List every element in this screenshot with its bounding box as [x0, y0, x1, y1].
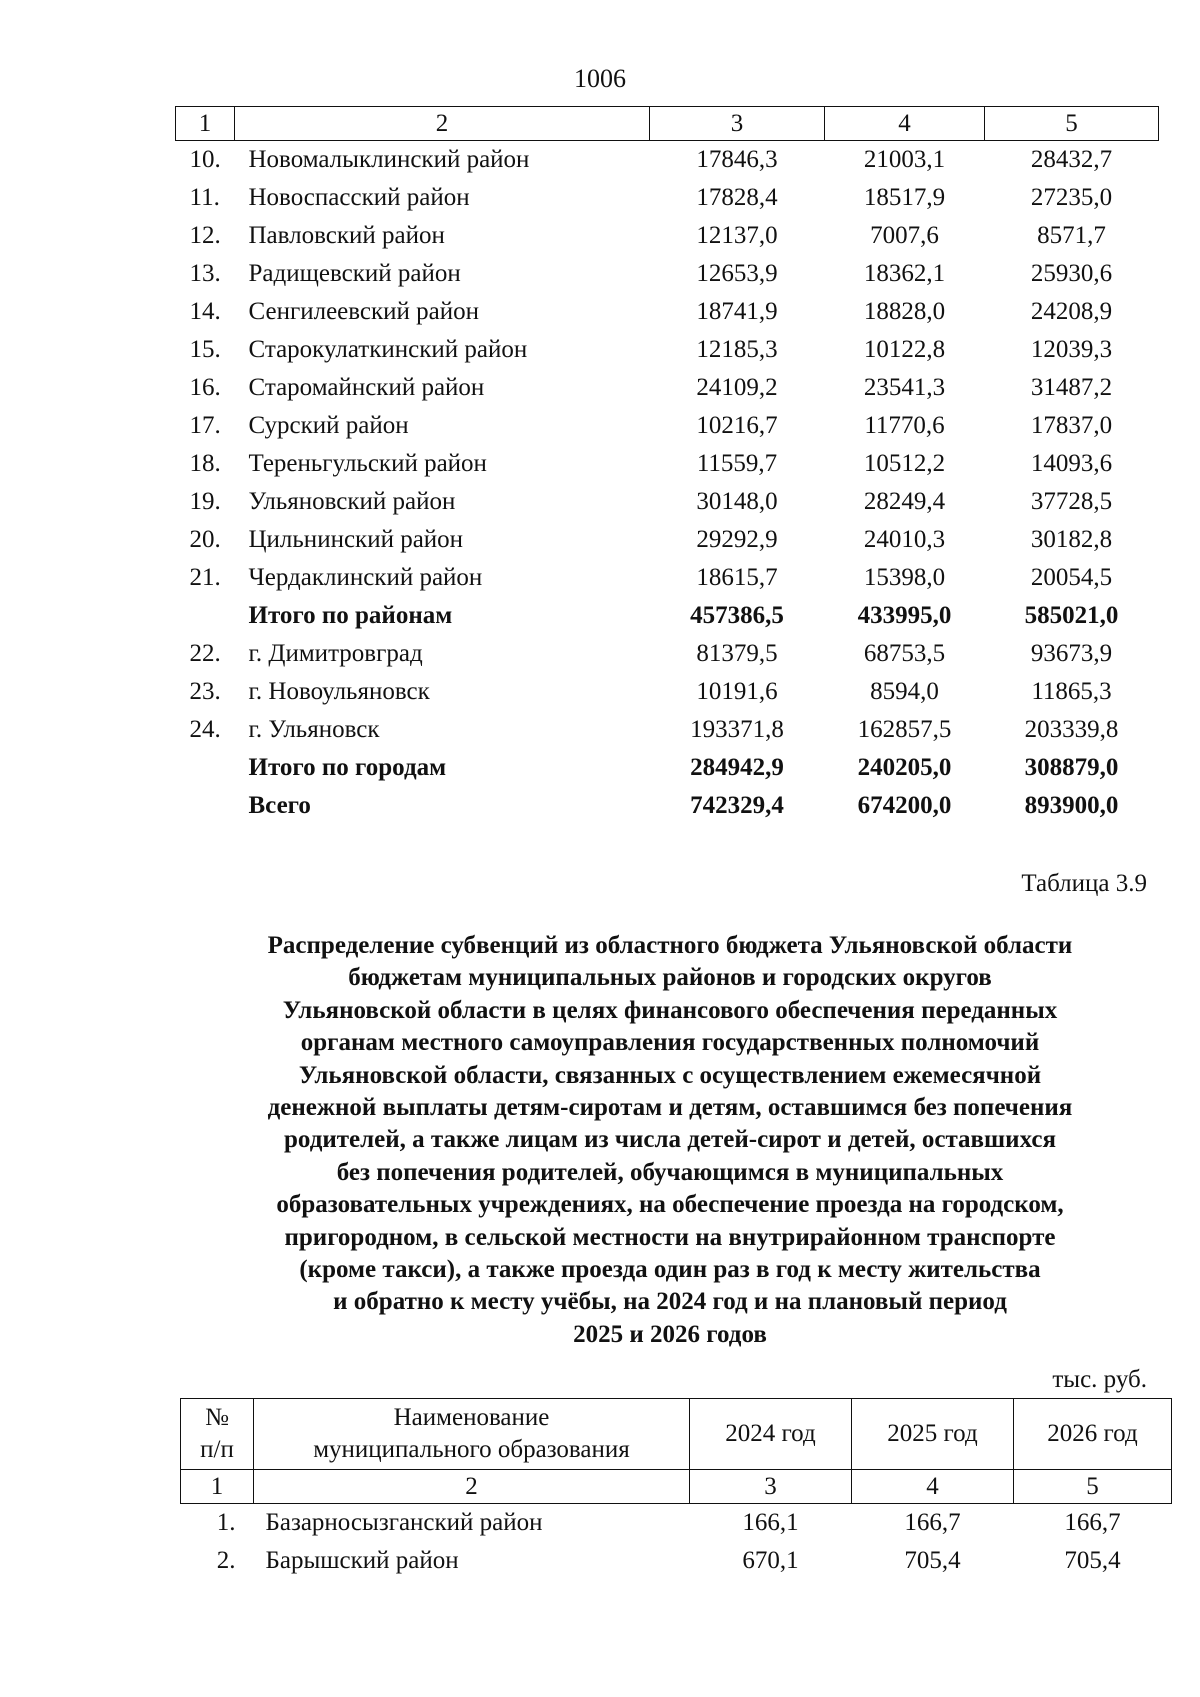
row-number: 13.: [189, 260, 221, 287]
title-line: денежной выплаты детям-сиротам и детям, оставшимся без попечения: [267, 1094, 1073, 1122]
row-value-col4: 23541,3: [863, 374, 946, 401]
row-value-col4: 15398,0: [863, 564, 946, 591]
row-value-col4: 433995,0: [857, 602, 952, 629]
row-number: 16.: [189, 374, 221, 401]
title-line: органам местного самоуправления государственных полномочий: [300, 1029, 1040, 1057]
column-index-3: 3: [650, 107, 825, 141]
row-value-col3: 81379,5: [696, 640, 778, 667]
row-value-col5: 37728,5: [1030, 488, 1113, 515]
title-line: Ульяновской области в целях финансового обеспечения переданных: [282, 996, 1058, 1024]
table-total-row: [176, 749, 1159, 787]
row-name: Сурский район: [248, 412, 409, 439]
row-value-2024: 670,1: [742, 1547, 799, 1574]
table-row: [176, 179, 1159, 217]
header-name-line1: Наименование: [393, 1404, 550, 1431]
row-number: 2.: [216, 1547, 236, 1574]
row-name: Старокулаткинский район: [248, 336, 528, 363]
row-name: г. Димитровград: [248, 640, 423, 667]
row-value-col5: 8571,7: [1037, 222, 1106, 249]
page-number: 1006: [574, 64, 626, 93]
row-value-col5: 20054,5: [1030, 564, 1113, 591]
row-name: г. Ульяновск: [248, 716, 380, 743]
subvention-table: [180, 1398, 1172, 1580]
table-row: [176, 217, 1159, 255]
row-value-col5: 93673,9: [1030, 640, 1113, 667]
table-row: [181, 1542, 1172, 1580]
row-name: Итого по районам: [248, 602, 453, 629]
header-number-line1: №: [205, 1404, 229, 1431]
row-value-col3: 193371,8: [690, 716, 784, 743]
row-name: Павловский район: [248, 222, 445, 249]
row-number: 11.: [189, 184, 220, 211]
row-name: Базарносызганский район: [265, 1509, 543, 1536]
row-value-col3: 30148,0: [696, 488, 778, 515]
row-name: Новомалыклинский район: [248, 146, 530, 173]
title-line: родителей, а также лицам из числа детей-сирот и детей, оставшихся: [284, 1126, 1056, 1154]
row-number: 23.: [189, 678, 221, 705]
row-number: 12.: [189, 222, 221, 249]
table-row: [176, 673, 1159, 711]
row-name: Цильнинский район: [248, 526, 464, 553]
header-2024: 2024 год: [690, 1399, 852, 1470]
row-value-col4: 24010,3: [863, 526, 946, 553]
row-number: 22.: [189, 640, 221, 667]
row-name: Барышский район: [265, 1547, 459, 1574]
title-line: пригородном, в сельской местности на внутрирайонном транспорте: [284, 1223, 1056, 1251]
row-value-col3: 457386,5: [690, 602, 784, 629]
row-number: [176, 749, 235, 787]
row-number: 17.: [189, 412, 221, 439]
table-caption: Таблица 3.9: [1021, 870, 1147, 897]
row-value-col3: 29292,9: [696, 526, 778, 553]
title-line: образовательных учреждениях, на обеспечение проезда на городском,: [276, 1191, 1064, 1219]
row-value-col4: 68753,5: [863, 640, 946, 667]
row-number: 1.: [216, 1509, 236, 1536]
row-value-col3: 17828,4: [696, 184, 778, 211]
row-value-col5: 28432,7: [1030, 146, 1113, 173]
row-value-col5: 893900,0: [1024, 792, 1119, 819]
row-name: Итого по городам: [248, 754, 447, 781]
title-line: Ульяновской области, связанных с осуществлением ежемесячной: [298, 1061, 1042, 1089]
row-value-col5: 24208,9: [1030, 298, 1113, 325]
row-number: 18.: [189, 450, 221, 477]
row-value-col4: 10512,2: [863, 450, 946, 477]
row-value-col4: 18828,0: [863, 298, 946, 325]
title-line: без попечения родителей, обучающимся в муниципальных: [336, 1158, 1004, 1186]
row-number: 15.: [189, 336, 221, 363]
row-value-2026: 166,7: [1064, 1509, 1121, 1536]
column-index-4: 4: [852, 1470, 1014, 1504]
header-number-line2: п/п: [200, 1436, 234, 1463]
row-value-col5: 585021,0: [1024, 602, 1119, 629]
row-value-col5: 31487,2: [1030, 374, 1113, 401]
table-total-row: [176, 787, 1159, 825]
row-name: Сенгилеевский район: [248, 298, 480, 325]
row-number: 10.: [189, 146, 221, 173]
row-value-col5: 14093,6: [1030, 450, 1113, 477]
title-line: Распределение субвенций из областного бюджета Ульяновской области: [267, 932, 1073, 959]
row-value-col3: 12185,3: [696, 336, 778, 363]
table-row: [176, 483, 1159, 521]
header-name: [254, 1399, 690, 1470]
row-value-col4: 674200,0: [857, 792, 952, 819]
table-row: [176, 445, 1159, 483]
row-value-col3: 17846,3: [696, 146, 778, 173]
table-row: [176, 521, 1159, 559]
row-value-col4: 28249,4: [863, 488, 946, 515]
table-row: [176, 255, 1159, 293]
table-row: [176, 559, 1159, 597]
row-number: 14.: [189, 298, 221, 325]
row-value-col5: 203339,8: [1024, 716, 1119, 743]
column-index-1: 1: [181, 1470, 254, 1504]
row-value-col3: 10191,6: [696, 678, 778, 705]
row-value-col5: 308879,0: [1024, 754, 1119, 781]
row-number: 21.: [189, 564, 221, 591]
row-value-2024: 166,1: [742, 1509, 799, 1536]
column-index-1: 1: [176, 107, 235, 141]
row-name: Новоспасский район: [248, 184, 470, 211]
title-line: (кроме такси), а также проезда один раз в год к месту жительства: [299, 1256, 1041, 1284]
row-value-2025: 166,7: [904, 1509, 961, 1536]
row-value-col3: 742329,4: [690, 792, 784, 819]
row-name: Чердаклинский район: [248, 564, 483, 591]
unit-label: тыс. руб.: [1052, 1366, 1147, 1393]
table-continuation: [175, 106, 1159, 825]
table-row: [176, 407, 1159, 445]
table-column-index-row: [176, 107, 1159, 141]
table-header-row: [181, 1399, 1172, 1470]
row-value-col4: 10122,8: [863, 336, 946, 363]
row-value-col3: 12653,9: [696, 260, 778, 287]
row-name: Старомайнский район: [248, 374, 485, 401]
header-2026: 2026 год: [1014, 1399, 1172, 1470]
row-value-col4: 18517,9: [863, 184, 946, 211]
column-index-5: 5: [1014, 1470, 1172, 1504]
row-value-col3: 11559,7: [696, 450, 778, 477]
row-value-col3: 10216,7: [696, 412, 778, 439]
title-line: и обратно к месту учёбы, на 2024 год и на плановый период: [333, 1288, 1007, 1316]
table-row: [181, 1504, 1172, 1543]
table-row: [176, 635, 1159, 673]
row-value-col4: 11770,6: [864, 412, 945, 439]
row-name: Ульяновский район: [248, 488, 456, 515]
row-name: Тереньгульский район: [248, 450, 487, 477]
title-line: бюджетам муниципальных районов и городских округов: [348, 964, 992, 992]
table-row: [176, 711, 1159, 749]
column-index-3: 3: [690, 1470, 852, 1504]
row-value-col4: 162857,5: [857, 716, 952, 743]
header-name-line2: муниципального образования: [313, 1436, 630, 1463]
header-number: [181, 1399, 254, 1470]
row-value-col5: 25930,6: [1030, 260, 1113, 287]
row-value-col4: 7007,6: [870, 222, 939, 249]
row-number: 24.: [189, 716, 221, 743]
row-value-col4: 21003,1: [863, 146, 946, 173]
row-value-2025: 705,4: [904, 1547, 961, 1574]
row-number: [176, 597, 235, 635]
column-index-4: 4: [825, 107, 985, 141]
row-value-col5: 12039,3: [1030, 336, 1113, 363]
row-value-col5: 11865,3: [1031, 678, 1112, 705]
header-2025: 2025 год: [852, 1399, 1014, 1470]
row-value-col3: 18741,9: [696, 298, 778, 325]
table-total-row: [176, 597, 1159, 635]
column-index-5: 5: [985, 107, 1159, 141]
row-value-col3: 12137,0: [696, 222, 778, 249]
row-value-col5: 17837,0: [1030, 412, 1113, 439]
table-row: [176, 369, 1159, 407]
row-value-col4: 18362,1: [863, 260, 946, 287]
row-value-col4: 240205,0: [857, 754, 952, 781]
row-name: Радищевский район: [248, 260, 461, 287]
row-value-col3: 284942,9: [690, 754, 784, 781]
row-number: [176, 787, 235, 825]
document-title: [200, 930, 1140, 1351]
row-name: г. Новоульяновск: [248, 678, 430, 705]
column-index-2: 2: [235, 107, 650, 141]
row-value-col3: 18615,7: [696, 564, 778, 591]
title-line: 2025 и 2026 годов: [573, 1320, 767, 1348]
table-row: [176, 293, 1159, 331]
row-value-col5: 30182,8: [1030, 526, 1113, 553]
row-value-col4: 8594,0: [870, 678, 939, 705]
row-value-col5: 27235,0: [1030, 184, 1113, 211]
row-number: 19.: [189, 488, 221, 515]
row-value-col3: 24109,2: [696, 374, 778, 401]
table-row: [176, 141, 1159, 180]
column-index-2: 2: [254, 1470, 690, 1504]
row-name: Всего: [248, 792, 311, 819]
row-number: 20.: [189, 526, 221, 553]
table-row: [176, 331, 1159, 369]
table-column-index-row: [181, 1470, 1172, 1504]
row-value-2026: 705,4: [1064, 1547, 1121, 1574]
